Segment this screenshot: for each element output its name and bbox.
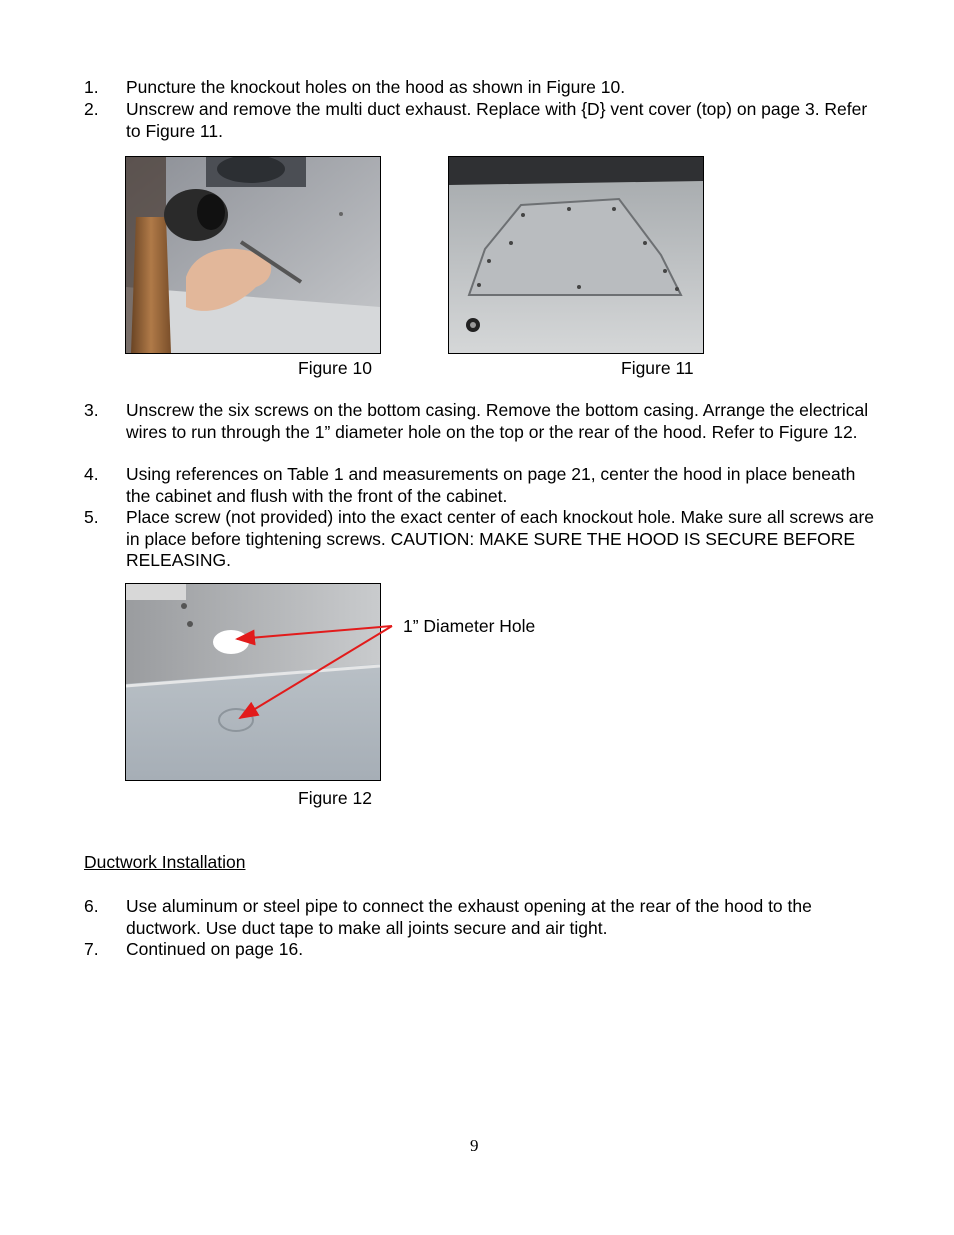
step-text: Using references on Table 1 and measurements on page 21, center the hood in place beneath the cabinet and flush with the front of the cabinet. <box>126 464 856 506</box>
step-number: 7. <box>84 939 99 959</box>
step-text: Place screw (not provided) into the exact center of each knockout hole. Make sure all screws are in place before tightening screws. CAUTION: MAKE SURE THE HOOD IS SECURE BEFORE RELEASING. <box>126 507 875 570</box>
step-number: 1. <box>84 77 99 97</box>
step-text: Unscrew and remove the multi duct exhaust. Replace with {D} vent cover (top) on page 3. Refer to Figure 11. <box>126 99 868 141</box>
step-number: 5. <box>84 507 99 527</box>
figure-10-caption: Figure 10 <box>298 358 372 378</box>
step-text: Use aluminum or steel pipe to connect the exhaust opening at the rear of the hood to the ductwork. Use duct tape to make all joints secure and air tight. <box>126 896 812 938</box>
step-6 <box>84 896 874 939</box>
figure-12-caption: Figure 12 <box>298 788 372 808</box>
figure-11-caption: Figure 11 <box>621 358 694 378</box>
step-7 <box>84 939 874 961</box>
step-text: Continued on page 16. <box>126 939 304 959</box>
step-number: 3. <box>84 400 99 420</box>
section-heading: Ductwork Installation <box>84 852 246 872</box>
diameter-hole-callout: 1” Diameter Hole <box>403 616 536 636</box>
step-text: Puncture the knockout holes on the hood as shown in Figure 10. <box>126 77 626 97</box>
step-text: Unscrew the six screws on the bottom casing. Remove the bottom casing. Arrange the electrical wires to run through the 1” diameter hole on the top or the rear of the hood. Refer to Figure 12. <box>126 400 869 442</box>
step-number: 4. <box>84 464 99 484</box>
step-number: 2. <box>84 99 99 119</box>
page-number: 9 <box>470 1136 479 1155</box>
step-number: 6. <box>84 896 99 916</box>
